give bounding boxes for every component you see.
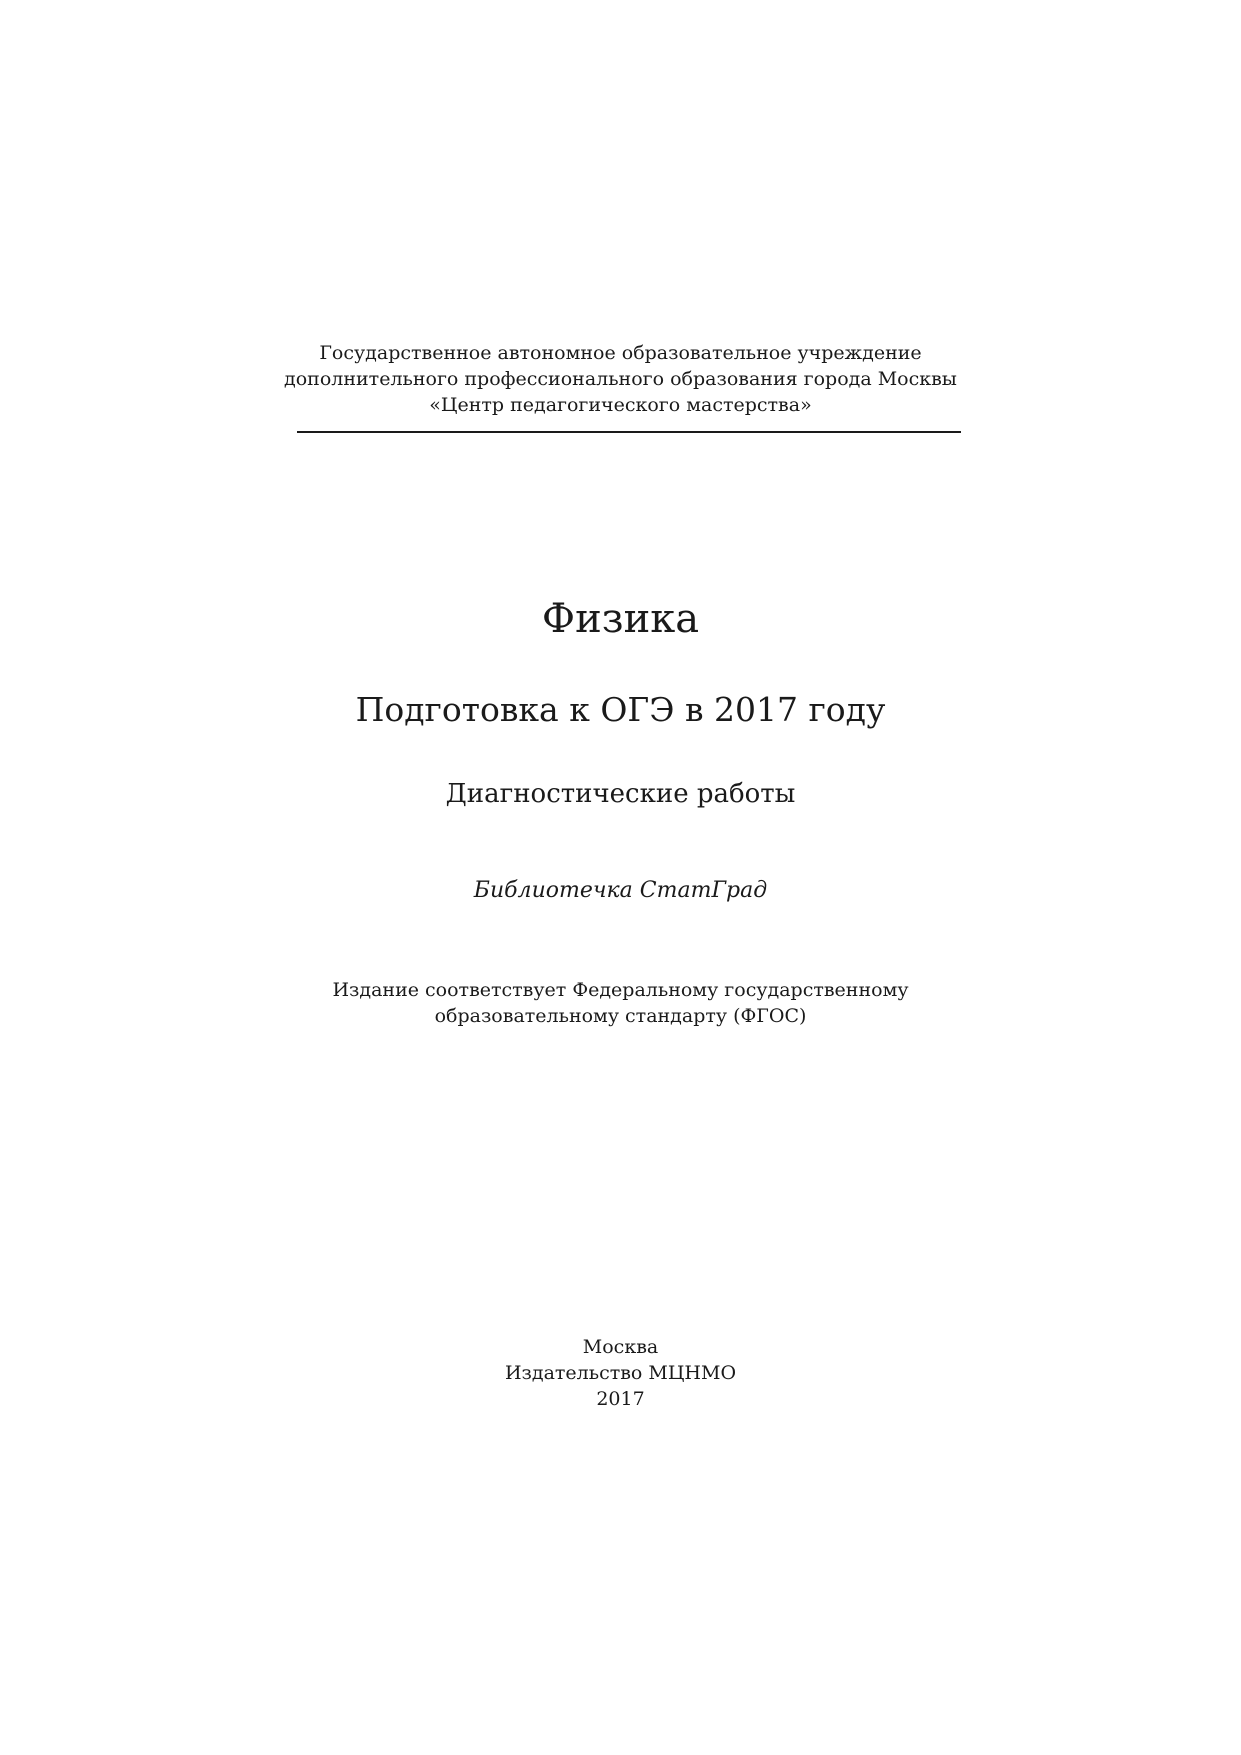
book-subtitle-secondary: Диагностические работы <box>445 779 796 809</box>
book-subtitle: Подготовка к ОГЭ в 2017 году <box>355 690 886 729</box>
header-divider <box>297 431 961 433</box>
standard-note-line: образовательному стандарту (ФГОС) <box>434 1005 807 1027</box>
institution-line: дополнительного профессионального образования города Москвы <box>284 368 957 390</box>
institution-name <box>0 340 1241 418</box>
book-title: Физика <box>541 596 700 642</box>
series-name: Библиотечка СтатГрад <box>473 878 768 903</box>
standard-note-line: Издание соответствует Федеральному государственному <box>332 979 909 1001</box>
institution-line: «Центр педагогического мастерства» <box>429 394 812 416</box>
standard-note <box>0 977 1241 1029</box>
imprint-city: Москва <box>582 1336 659 1358</box>
institution-line: Государственное автономное образовательное учреждение <box>319 342 922 364</box>
imprint <box>0 1334 1241 1412</box>
imprint-publisher: Издательство МЦНМО <box>504 1362 737 1384</box>
imprint-year: 2017 <box>596 1388 645 1410</box>
